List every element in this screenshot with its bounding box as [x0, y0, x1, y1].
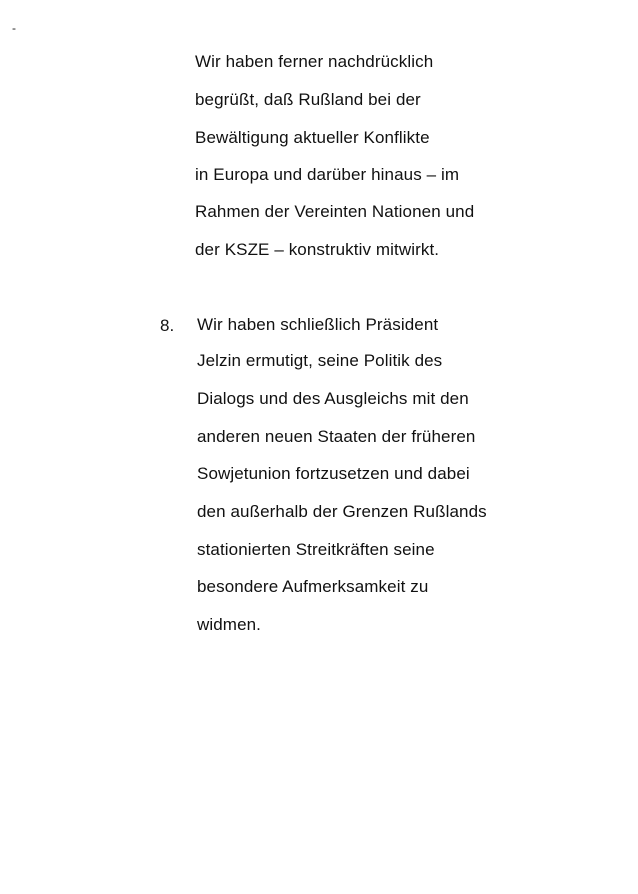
text-line: Jelzin ermutigt, seine Politik des [197, 351, 443, 370]
text-line: in Europa und darüber hinaus – im [195, 165, 460, 184]
text-line: Bewältigung aktueller Konflikte [195, 128, 430, 147]
text-line: besondere Aufmerksamkeit zu [197, 577, 429, 596]
text-line: widmen. [197, 615, 262, 634]
text-line: Rahmen der Vereinten Nationen und [195, 202, 475, 221]
text-line: anderen neuen Staaten der früheren [197, 427, 476, 446]
text-line: den außerhalb der Grenzen Rußlands [197, 502, 487, 521]
text-line: Sowjetunion fortzusetzen und dabei [197, 464, 470, 483]
text-line: Wir haben ferner nachdrücklich [195, 52, 434, 71]
text-line: Wir haben schließlich Präsident [197, 315, 439, 334]
paragraph-number: 8. [160, 316, 175, 335]
text-line: stationierten Streitkräften seine [197, 540, 435, 559]
corner-mark: - [12, 21, 16, 35]
text-line: Dialogs und des Ausgleichs mit den [197, 389, 469, 408]
text-line: der KSZE – konstruktiv mitwirkt. [195, 240, 440, 259]
text-line: begrüßt, daß Rußland bei der [195, 90, 421, 109]
